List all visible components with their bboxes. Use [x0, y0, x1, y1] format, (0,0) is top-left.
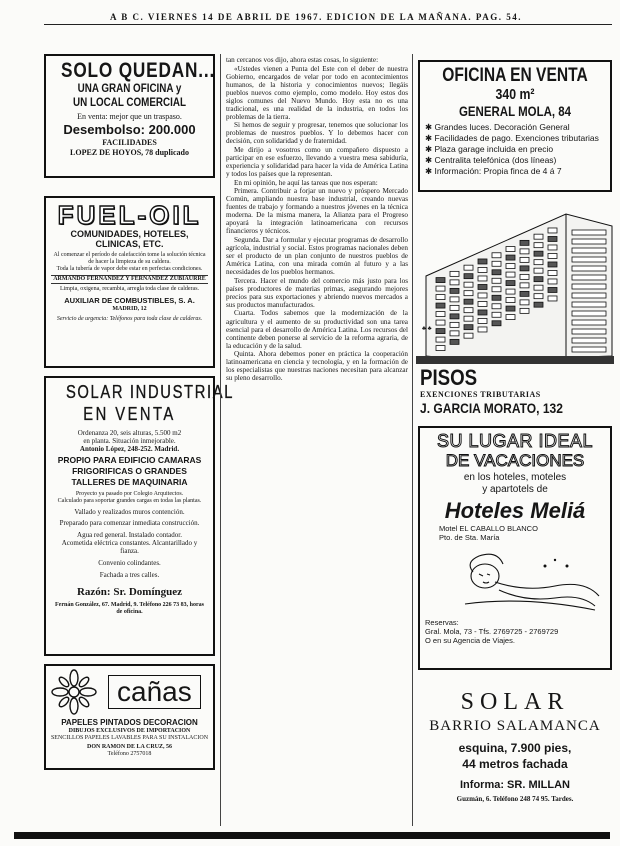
building-window: [548, 236, 557, 241]
building-window: [436, 278, 445, 283]
building-window: [520, 283, 529, 288]
ad-canas-l4: DON RAMON DE LA CRUZ, 56: [86, 744, 172, 750]
ad-solar-l11: Agua red general. Instalado contador.: [77, 531, 182, 539]
ad-solar2-l2: 44 metros fachada: [462, 757, 568, 771]
ad-solo-sub1: UNA GRAN OFICINA y: [77, 81, 182, 95]
ad-vac-reservas-2: O en su Agencia de Viajes.: [425, 636, 515, 645]
building-window: [492, 295, 501, 300]
building-window: [464, 308, 473, 313]
apartment-building-illustration: [416, 206, 614, 366]
bottom-rule: [14, 832, 610, 839]
bullet-star-icon: ✱: [425, 155, 435, 165]
ad-fuel-brand: FUEL-OIL: [57, 200, 202, 230]
article-paragraph: Me dirijo a vosotros como un compañero dispuesto a participar en ese esfuerzo, llevando a vuestra mesa sabiduría, experiencia y solidaridad para hacer la vida de América Latina y todos los países que la representan.: [226, 146, 408, 179]
ad-fuel-body1: Al comenzar el período de calefacción tome la solución técnica de hacer la limpieza de su caldera.: [53, 252, 206, 265]
building-window: [450, 339, 459, 344]
ad-oficina-bullets: [425, 122, 605, 177]
building-window: [572, 302, 606, 307]
ad-solar-salamanca: [416, 680, 614, 826]
building-window: [548, 253, 557, 258]
building-window: [506, 255, 515, 260]
building-window: [572, 320, 606, 325]
building-window: [492, 278, 501, 283]
building-window: [478, 284, 487, 289]
building-tree-icon: ♣ ♣: [422, 326, 432, 332]
building-window: [520, 240, 529, 245]
ad-fuel-line2: CLINICAS, ETC.: [95, 239, 164, 249]
ad-fuel-company: AUXILIAR DE COMBUSTIBLES, S. A.: [64, 296, 195, 305]
ad-vac-motel: Motel EL CABALLO BLANCO: [439, 524, 538, 533]
ad-fuel-footer: Servicio de urgencia: Teléfonos para toda clase de calderas.: [56, 316, 203, 322]
building-window: [548, 270, 557, 275]
ad-solar-l7: Proyecto ya pasado por Colegio Arquitectos.: [75, 491, 184, 497]
building-window: [572, 257, 606, 262]
ad-fuel-oil: [44, 196, 215, 368]
ad-vacaciones: [418, 426, 612, 670]
building-window: [464, 291, 473, 296]
ad-solar-l1: Ordenanza 20, seis alturas, 5.500 m2: [77, 429, 182, 437]
ad-solo-address: LOPEZ DE HOYOS, 78 duplicado: [70, 148, 189, 157]
building-window: [492, 261, 501, 266]
building-window: [520, 274, 529, 279]
ad-solar-industrial: [44, 376, 235, 656]
bullet-star-icon: ✱: [425, 133, 435, 143]
article-paragraph: Cuarta. Todos sabemos que la modernización de la agricultura y el aumento de su productividad son una tarea esencial para el desarrollo de América Latina. Los recursos del continente deben ponerse al servicio de la reforma agraria, de la educación y de la salud.: [226, 309, 408, 350]
building-window: [492, 304, 501, 309]
building-window: [520, 291, 529, 296]
ad-solo-facilidades: FACILIDADES: [102, 138, 157, 147]
building-window: [506, 306, 515, 311]
building-window: [478, 310, 487, 315]
article-paragraph: Primera. Contribuir a forjar un nuevo y próspero Mercado Común, ampliando nuestra base industrial, creando nuevas fuentes de trabajo y formando a nuestros jóvenes en la técnica moderna. De la misma manera, la Alianza para el Progreso apoyará la integración latinoamericana con recursos financieros y técnicos.: [226, 187, 408, 236]
ad-pisos-address: J. GARCIA MORATO, 132: [420, 400, 563, 416]
building-window: [506, 289, 515, 294]
building-window: [478, 318, 487, 323]
article-body: [226, 56, 408, 383]
ad-vac-l2: DE VACACIONES: [445, 451, 585, 470]
building-window: [436, 320, 445, 325]
ad-oficina-venta: [418, 60, 612, 192]
article-paragraph: En mi opinión, he aquí las tareas que nos esperan:: [234, 178, 378, 187]
ad-fuel-line1: COMUNIDADES, HOTELES,: [70, 229, 189, 239]
building-window: [464, 316, 473, 321]
building-window: [506, 247, 515, 252]
building-window: [478, 327, 487, 332]
building-window: [478, 259, 487, 264]
ad-canas-l3: SENCILLOS PAPELES LAVABLES PARA SU INSTALACION: [50, 735, 209, 741]
ad-solar-contact: Razón: Sr. Domínguez: [76, 586, 182, 598]
building-window: [506, 315, 515, 320]
building-window: [450, 331, 459, 336]
column-rule: [220, 54, 221, 826]
ad-vac-place: Pto. de Sta. María: [439, 533, 500, 542]
building-window: [436, 329, 445, 334]
building-window: [450, 271, 459, 276]
ad-solar-l9: Vallado y realizados muros contención.: [74, 508, 185, 516]
building-window: [534, 277, 543, 282]
building-window: [436, 295, 445, 300]
bullet-star-icon: ✱: [425, 144, 435, 154]
building-window: [572, 338, 606, 343]
building-window: [572, 248, 606, 253]
ad-pisos: [416, 206, 614, 416]
building-window: [464, 333, 473, 338]
building-window: [534, 268, 543, 273]
article-paragraph: Segunda. Dar a formular y ejecutar programas de desarrollo agrícola, industrial y social. Estos programas nacionales deben ser el producto de un plan conjunto de nuestros pueblos de América Latina, con una mirada común al futuro y a las necesidades de los pueblos hermanos.: [226, 236, 408, 277]
building-window: [548, 287, 557, 292]
ad-fuel-body2: Toda la tubería de vapor debe estar en perfectas condiciones.: [56, 266, 203, 272]
ad-pisos-subtitle: EXENCIONES TRIBUTARIAS: [420, 390, 541, 399]
building-window: [492, 270, 501, 275]
ad-vac-brand: Hoteles Meliá: [444, 498, 586, 523]
building-window: [492, 253, 501, 258]
ad-canas-brand: cañas: [108, 675, 201, 709]
article-intro: tan cercanos vos dijo, ahora estas cosas, lo siguiente:: [226, 56, 379, 64]
ad-pisos-title: PISOS: [420, 365, 478, 390]
building-window: [572, 230, 606, 235]
building-window: [534, 285, 543, 290]
ad-vac-reservas-label: Reservas:: [425, 618, 459, 627]
article-paragraph: Si hemos de seguir y progresar, tenemos que solucionar los problemas de nuestros pueblos. Y lo debemos hacer con decisión, con solidaridad y de fraternidad.: [226, 121, 408, 146]
ad-canas-l5: Teléfono 2757018: [107, 751, 152, 757]
building-window: [534, 302, 543, 307]
ad-oficina-address: GENERAL MOLA, 84: [458, 103, 572, 119]
bullet-star-icon: ✱: [425, 166, 435, 176]
building-window: [572, 239, 606, 244]
building-window: [492, 321, 501, 326]
ad-solar2-footer: Guzmán, 6. Teléfono 248 74 95. Tardes.: [456, 795, 574, 803]
building-window: [548, 228, 557, 233]
ad-solar2-inform: Informa: SR. MILLAN: [460, 779, 570, 791]
building-window: [464, 325, 473, 330]
building-window: [520, 257, 529, 262]
ad-solar-l6: TALLERES DE MAQUINARIA: [71, 477, 188, 487]
building-window: [548, 245, 557, 250]
bullet-star-icon: ✱: [425, 122, 435, 132]
ad-solar-l3: Antonio López, 248-252. Madrid.: [79, 445, 180, 453]
building-window: [478, 276, 487, 281]
ad-solar-l13: Convenio colindantes.: [98, 559, 161, 567]
ad-solo-sub2: UN LOCAL COMERCIAL: [73, 95, 186, 109]
building-window: [572, 311, 606, 316]
building-window: [450, 297, 459, 302]
building-window: [450, 314, 459, 319]
building-window: [492, 312, 501, 317]
building-window: [464, 265, 473, 270]
bullet-item: ✱ Plaza garage incluida en precio: [425, 144, 554, 154]
building-window: [436, 286, 445, 291]
building-window: [506, 281, 515, 286]
article-paragraph: Tercera. Hacer el mundo del comercio más justo para los países productores de materias primas, asegurando mejores precios para sus exportaciones y abriendo nuevos mercados a sus productos manufacturados.: [226, 276, 408, 309]
ad-solar-l12: Acometida eléctrica constantes. Alcantarillado y fianza.: [61, 539, 198, 555]
ad-canas: [44, 664, 215, 770]
page-header: A B C. VIERNES 14 DE ABRIL DE 1967. EDICION DE LA MAÑANA. PAG. 54.: [110, 12, 522, 22]
ad-vac-l1: SU LUGAR IDEAL: [436, 431, 594, 451]
building-window: [572, 284, 606, 289]
ad-vac-l3: en los hoteles, moteles: [463, 472, 567, 483]
building-window: [450, 288, 459, 293]
building-window: [572, 266, 606, 271]
ad-solo-price: Desembolso: 200.000: [63, 122, 196, 137]
ad-vac-reservas-1: Gral. Mola, 73 - Tfs. 2769725 - 2769729: [425, 627, 559, 636]
ad-solar2-barrio: BARRIO SALAMANCA: [429, 718, 601, 734]
bullet-item: ✱ Centralita telefónica (dos líneas): [425, 155, 557, 165]
building-window: [534, 234, 543, 239]
ad-solar-l8: Calculado para soportar grandes cargas en todas las plantas.: [57, 498, 202, 504]
building-window: [572, 275, 606, 280]
building-window: [520, 266, 529, 271]
building-window: [506, 298, 515, 303]
building-window: [548, 279, 557, 284]
building-window: [464, 274, 473, 279]
bullet-item: ✱ Grandes luces. Decoración General: [425, 122, 570, 132]
ad-solar-title2: EN VENTA: [83, 404, 176, 424]
ad-fuel-body4: Limpia, oxigena, recambia, arregla toda clase de calderas.: [59, 286, 200, 292]
ad-solo-quedan: [44, 54, 215, 178]
ad-solar-l4: PROPIO PARA EDIFICIO CAMARAS: [57, 455, 202, 465]
ad-solar2-l1: esquina, 7.900 pies,: [458, 741, 572, 755]
building-window: [506, 272, 515, 277]
building-window: [436, 346, 445, 351]
building-window: [436, 303, 445, 308]
building-window: [464, 299, 473, 304]
building-window: [572, 347, 606, 352]
building-window: [572, 293, 606, 298]
ad-solar-l10: Preparado para comenzar inmediata construcción.: [59, 519, 200, 527]
building-window: [478, 301, 487, 306]
bullet-item: ✱ Información: Propia finca de 4 á 7: [425, 166, 562, 176]
ad-solar-l14: Fachada a tres calles.: [99, 571, 160, 579]
woman-sunbathing-illustration: [455, 546, 605, 616]
ad-canas-l2: DIBUJOS EXCLUSIVOS DE IMPORTACION: [68, 728, 191, 734]
ad-solo-line1: En venta: mejor que un traspaso.: [77, 112, 182, 121]
ad-solar-title1: SOLAR INDUSTRIAL: [65, 382, 235, 402]
building-window: [436, 312, 445, 317]
building-window: [492, 287, 501, 292]
article-paragraph: Quinta. Ahora debemos poner en práctica la cooperación latinoamericana en ciencia y tecnología, y en la formación de los especialistas que nuestras naciones necesitan para alcanzar su pleno desarrollo.: [226, 350, 408, 383]
ad-solar-footer: Fernán González, 67. Madrid, 9. Teléfono 226 73 83, horas de oficina.: [55, 602, 204, 615]
ad-solar-l5: FRIGORIFICAS O GRANDES: [72, 466, 187, 476]
building-window: [572, 329, 606, 334]
header-rule: [44, 24, 612, 25]
ad-solar-l2: en planta. Situación inmejorable.: [83, 437, 176, 445]
ad-solar2-title: SOLAR: [460, 689, 570, 715]
ad-canas-l1: PAPELES PINTADOS DECORACION: [61, 718, 198, 727]
article-paragraph: «Ustedes vienen a Punta del Este con el deber de nuestra Gobierno, encargados de velar por todo en acontecimientos humanos, de la historia y conocimientos nuevos; llegáis pueblos nuevos como ejemplo, como modelo. Hoy estos dos siglos comunes del Nuevo Mundo. Hoy esta no es una tradicional, es una realidad de la industria, en todos los problemas de la tierra.: [226, 64, 408, 121]
building-window: [464, 282, 473, 287]
building-window: [520, 308, 529, 313]
building-window: [534, 260, 543, 265]
building-window: [534, 251, 543, 256]
building-window: [478, 267, 487, 272]
ad-fuel-body3: ARMANDO FERNANDEZ Y FERNANDEZ ZUBIAURRE: [51, 275, 208, 284]
building-window: [450, 280, 459, 285]
ad-oficina-title: OFICINA EN VENTA: [442, 65, 588, 86]
building-window: [548, 296, 557, 301]
building-window: [534, 294, 543, 299]
ad-solo-title: SOLO QUEDAN...: [61, 59, 216, 82]
ornament-star-icon: [50, 669, 98, 715]
building-window: [436, 337, 445, 342]
ad-vac-l4: y apartotels de: [482, 484, 548, 495]
building-window: [478, 293, 487, 298]
building-window: [534, 243, 543, 248]
ad-fuel-company-address: MADRID, 12: [112, 306, 147, 312]
building-window: [520, 300, 529, 305]
building-window: [450, 322, 459, 327]
building-window: [506, 264, 515, 269]
column-rule: [412, 54, 413, 826]
ad-oficina-area: 340 m²: [495, 86, 535, 103]
building-window: [520, 249, 529, 254]
building-window: [450, 305, 459, 310]
building-window: [548, 262, 557, 267]
bullet-item: ✱ Facilidades de pago. Exenciones tributarias: [425, 133, 599, 143]
